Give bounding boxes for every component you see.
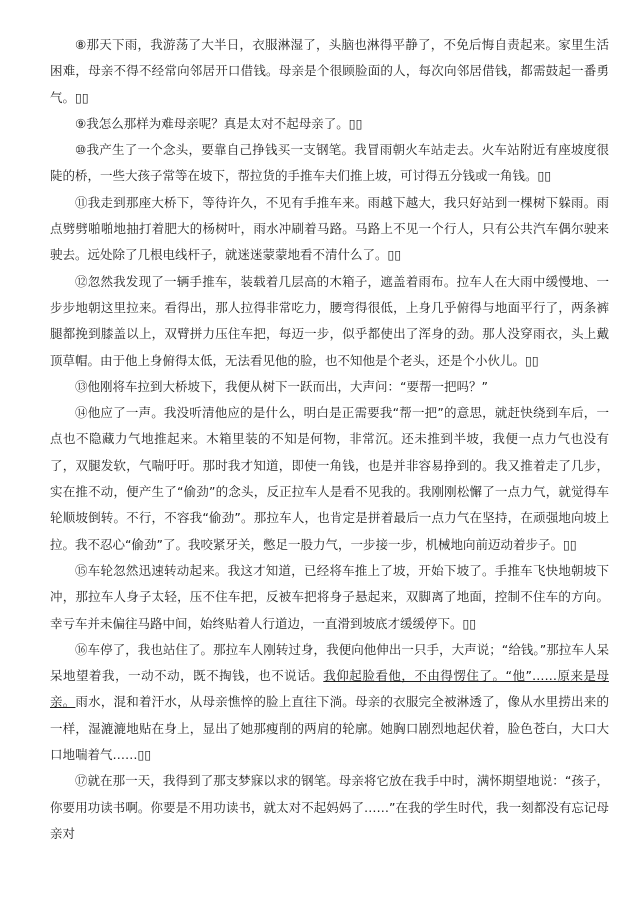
- underlined-sentence: 我仰起脸看他，不由得愣住了。“他”……原来是母亲。: [50, 668, 609, 710]
- paragraph-12: ⑫忽然我发现了一辆手推车，装载着几层高的木箱子，遮盖着雨布。拉车人在大雨中缓慢地、一步步地朝这里拉来。看得出，那人拉得非常吃力，腰弯得很低，上身几乎俯得与地面平行了，两条裤腿都挽到膝盖以上，双臂拼力压住车把，每迈一步，似乎都使出了浑身的劲。那人没穿雨衣，头上戴顶草帽。由于他上身俯得太低，无法看见他的脸，也不知他是个老头，还是个小伙儿。▯▯: [50, 273, 609, 368]
- paragraph-15: ⑮车轮忽然迅速转动起来。我这才知道，已经将车推上了坡，开始下坡了。手推车飞快地朝坡下冲，那拉车人身子太轻，压不住车把，反被车把将身子悬起来，双脚离了地面，控制不住车的方向。幸亏车并未偏往马路中间，始终贴着人行道边，一直滑到坡底才缓缓停下。▯▯: [50, 562, 609, 631]
- paragraph-16-text-after: 雨水，混和着汗水，从母亲憔悴的脸上直往下淌。母亲的衣服完全被淋透了，像从水里捞出来的一样，湿漉漉地贴在身上，显出了她那瘦削的两肩的轮廓。她胸口剧烈地起伏着，脸色苍白，大口大口地喘着气……▯▯: [50, 694, 609, 763]
- paragraph-16-text-before: ⑯车停了，我也站住了。那拉车人刚转过身，我便向他伸出一只手，大声说；“给钱。”那拉车人呆呆地望着我，一动不动，既不掏钱，也不说话。: [50, 641, 609, 684]
- paragraph-9: ⑨我怎么那样为难母亲呢？真是太对不起母亲了。▯▯: [75, 115, 363, 131]
- paragraph-14: ⑭他应了一声。我没听清他应的是什么，明白是正需要我“帮一把”的意思，就赶快绕到车后，一点也不隐藏力气地推起来。木箱里装的不知是何物，非常沉。还未推到半坡，我便一点力气也没有了，双腿发软，气喘吁吁。那时我才知道，即使一角钱，也是并非容易挣到的。我又推着走了几步，实在推不动，便产生了“偷劲”的念头，反正拉车人是看不见我的。我刚刚松懈了一点力气，就觉得车轮顺坡倒转。不行，不容我“偷劲”。那拉车人，也肯定是拼着最后一点力气在坚持，在顽强地向坡上拉。我不忍心“偷劲”了。我咬紧牙关，憋足一股力气，一步接一步，机械地向前迈动着步子。▯▯: [50, 405, 609, 552]
- paragraph-17: ⑰就在那一天，我得到了那支梦寐以求的钢笔。母亲将它放在我手中时，满怀期望地说：“孩子，你要用功读书啊。你要是不用功读书，就太对不起妈妈了……”在我的学生时代，我一刻都没有忘记母亲对: [50, 773, 609, 841]
- paragraph-13: ⑬他刚将车拉到大桥坡下，我便从树下一跃而出，大声问：“要帮一把吗？”: [75, 378, 488, 394]
- paragraph-10: ⑩我产生了一个念头，要靠自己挣钱买一支钢笔。我冒雨朝火车站走去。火车站附近有座坡度很陡的桥，一些大孩子常等在坡下，帮拉货的手推车夫们推上坡，可讨得五分钱或一角钱。▯▯: [50, 142, 609, 184]
- paragraph-16: [50, 637, 609, 768]
- paragraph-8: ⑧那天下雨，我游荡了大半日，衣服淋湿了，头脑也淋得平静了，不免后悔自责起来。家里生活困难，母亲不得不经常向邻居开口借钱。母亲是个很顾脸面的人，每次向邻居借钱，都需鼓起一番勇气。▯▯: [50, 37, 609, 105]
- paragraph-11: ⑪我走到那座大桥下，等待许久，不见有手推车来。雨越下越大，我只好站到一棵树下躲雨。雨点劈劈啪啪地抽打着肥大的杨树叶，雨水冲刷着马路。马路上不见一个行人，只有公共汽车偶尔驶来驶去。远处除了几根电线杆子，就迷迷蒙蒙地看不清什么了。▯▯: [50, 194, 609, 263]
